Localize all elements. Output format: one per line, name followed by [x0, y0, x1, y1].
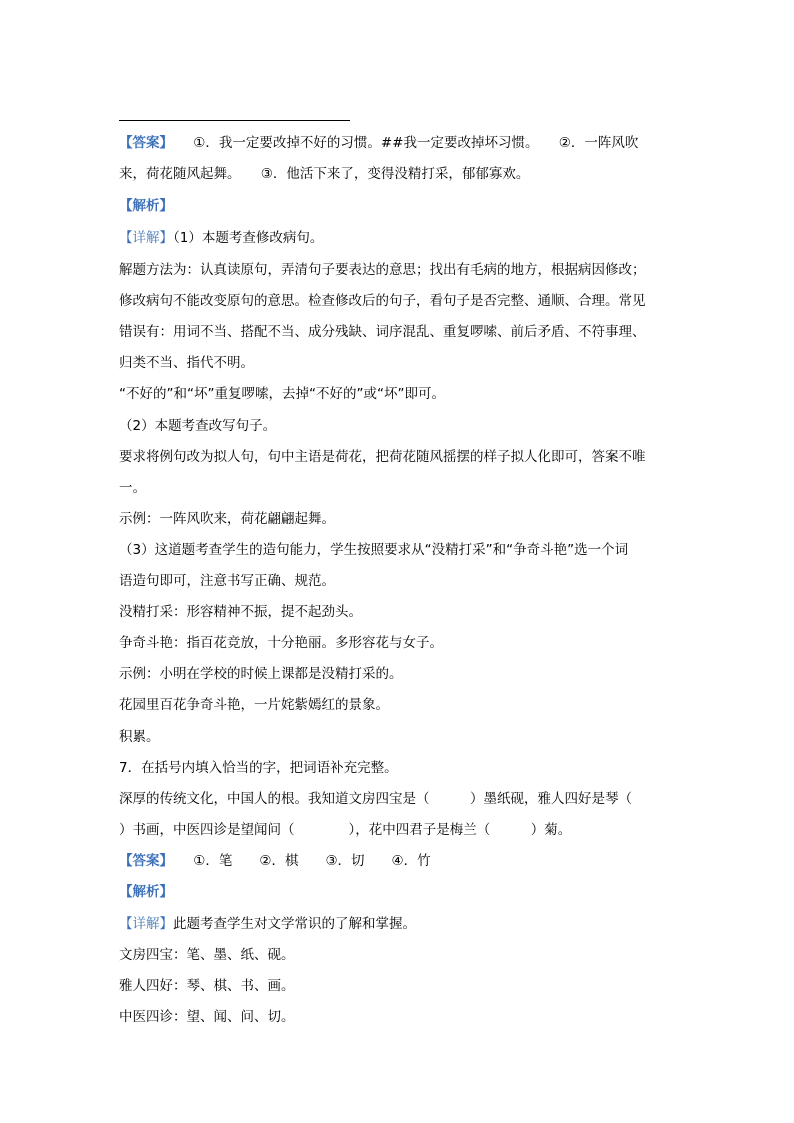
text-line — [119, 976, 679, 996]
line-text: 示例：一阵风吹来，荷花翩翩起舞。 — [119, 511, 335, 527]
line-text: （1）本题考查修改病句。 — [173, 230, 324, 246]
text-line — [119, 353, 679, 373]
line-text: 解题方法为：认真读原句，弄清句子要表达的意思；找出有毛病的地方，根据病因修改； — [119, 262, 646, 278]
text-line — [119, 540, 679, 560]
text-line — [119, 509, 679, 529]
question-text: 7．在括号内填入恰当的字，把词语补充完整。 — [119, 760, 398, 776]
line-text: 语造句即可，注意书写正确、规范。 — [119, 573, 335, 589]
line-text: 示例：小明在学校的时候上课都是没精打采的。 — [119, 666, 403, 682]
detail-tag: 【详解】 — [119, 916, 173, 932]
detail-line — [119, 914, 679, 934]
text-line — [119, 260, 679, 280]
text-line — [119, 633, 679, 653]
line-text: 深厚的传统文化，中国人的根。我知道文房四宝是（ ）墨纸砚，雅人四好是琴（ — [119, 791, 632, 807]
line-text: 修改病句不能改变原句的意思。检查修改后的句子，看句子是否完整、通顺、合理。常见 — [119, 293, 646, 309]
line-text: 归类不当、指代不明。 — [119, 355, 254, 371]
text-line — [119, 384, 679, 404]
line-text: ）书画，中医四诊是望闻问（ ），花中四君子是梅兰（ ）菊。 — [119, 822, 572, 838]
analysis-tag: 【解析】 — [119, 884, 173, 900]
line-text: 中医四诊：望、闻、问、切。 — [119, 1009, 295, 1025]
text-line — [119, 1007, 679, 1027]
analysis-tag: 【解析】 — [119, 198, 173, 214]
answer-tag: 【答案】 — [119, 853, 167, 869]
answer-line — [119, 133, 679, 153]
answer-line — [119, 851, 679, 871]
text-line — [119, 291, 679, 311]
line-text: 没精打采：形容精神不振，提不起劲头。 — [119, 604, 362, 620]
text-line — [119, 695, 679, 715]
text-line — [119, 164, 679, 184]
line-text: （3）这道题考查学生的造句能力，学生按照要求从“没精打采”和“争奇斗艳”选一个词 — [119, 542, 629, 558]
top-divider — [119, 120, 350, 121]
line-text: 要求将例句改为拟人句，句中主语是荷花，把荷花随风摇摆的样子拟人化即可，答案不唯 — [119, 449, 646, 465]
text-line — [119, 820, 679, 840]
text-line — [119, 945, 679, 965]
line-text: 争奇斗艳：指百花竞放，十分艳丽。多形容花与女子。 — [119, 635, 443, 651]
line-text: 文房四宝：笔、墨、纸、砚。 — [119, 947, 295, 963]
text-line — [119, 322, 679, 342]
answer-text: ①．我一定要改掉不好的习惯。##我一定要改掉坏习惯。 ②．一阵风吹 — [166, 135, 639, 151]
line-text: 错误有：用词不当、搭配不当、成分残缺、词序混乱、重复啰嗦、前后矛盾、不符事理、 — [119, 324, 646, 340]
detail-tag: 【详解】 — [119, 230, 173, 246]
detail-line — [119, 228, 679, 248]
text-line — [119, 602, 679, 622]
text-line — [119, 571, 679, 591]
line-text: 积累。 — [119, 729, 160, 745]
text-line — [119, 664, 679, 684]
line-text: “不好的”和“坏”重复啰嗦，去掉“不好的”或“坏”即可。 — [119, 386, 445, 402]
text-line — [119, 416, 679, 436]
text-line — [119, 478, 679, 498]
line-text: 此题考查学生对文学常识的了解和掌握。 — [173, 916, 416, 932]
question-line — [119, 758, 679, 778]
line-text: 花园里百花争奇斗艳，一片姹紫嫣红的景象。 — [119, 697, 389, 713]
analysis-line — [119, 196, 679, 216]
line-text: 来，荷花随风起舞。 ③．他活下来了，变得没精打采，郁郁寡欢。 — [119, 166, 530, 182]
line-text: （2）本题考查改写句子。 — [119, 418, 277, 434]
analysis-line — [119, 882, 679, 902]
text-line — [119, 789, 679, 809]
answer-text: ①．笔 ②．棋 ③．切 ④．竹 — [166, 853, 431, 869]
line-text: 雅人四好：琴、棋、书、画。 — [119, 978, 295, 994]
text-line — [119, 447, 679, 467]
line-text: 一。 — [119, 480, 146, 496]
answer-tag: 【答案】 — [119, 135, 167, 151]
text-line — [119, 727, 679, 747]
